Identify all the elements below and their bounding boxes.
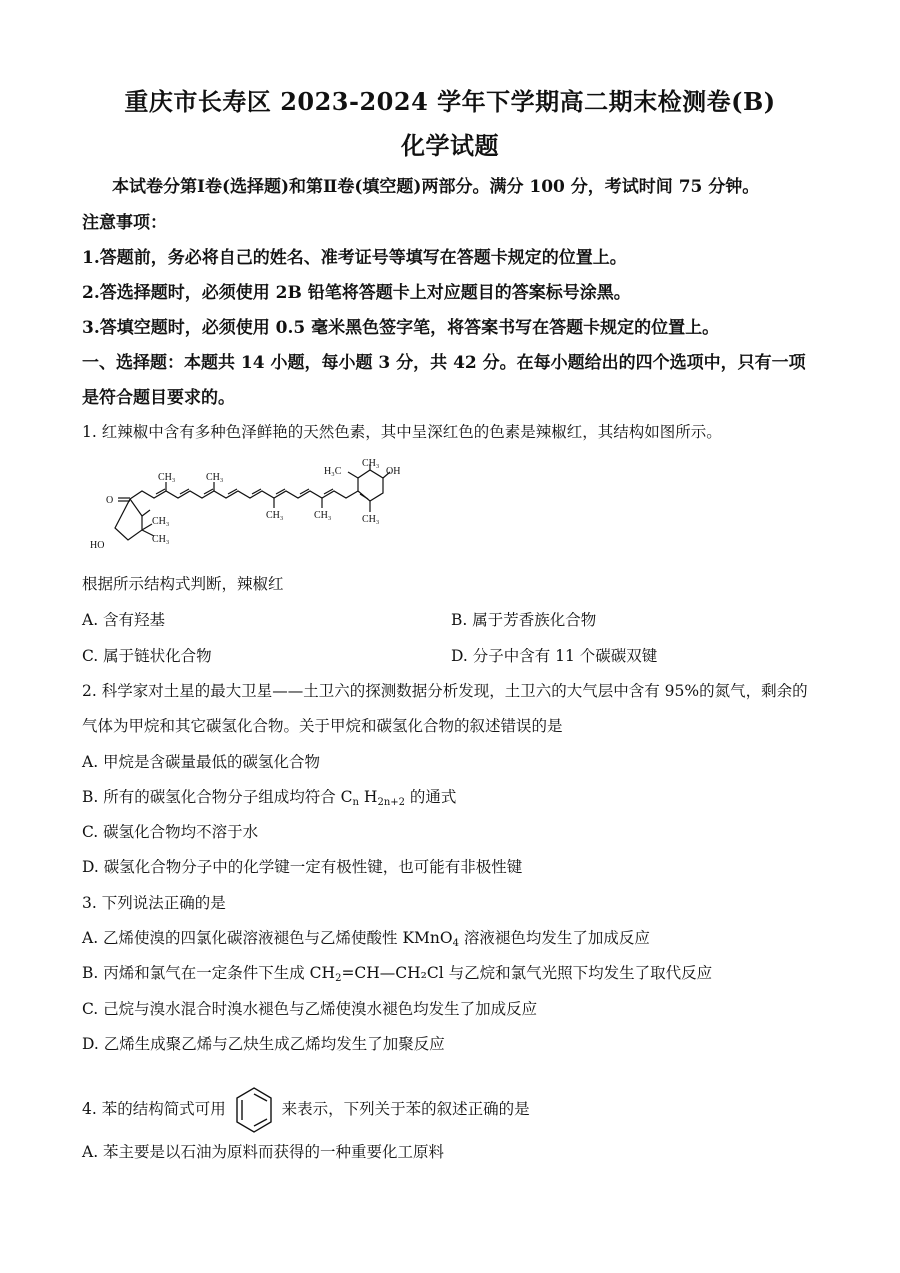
section1-heading: 一、选择题：本题共 14 小题，每小题 3 分，共 42 分。在每小题给出的四个选项中，只有一项 <box>82 353 806 373</box>
q3-stem: 3. 下列说法正确的是 <box>82 894 226 912</box>
q4-option-a[interactable]: A. 苯主要是以石油为原料而获得的一种重要化工原料 <box>82 1143 445 1161</box>
label-ho: HO <box>90 540 105 551</box>
notes-heading: 注意事项： <box>82 213 167 233</box>
capsanthin-structure <box>90 458 400 558</box>
q1-stem: 1. 红辣椒中含有多种色泽鲜艳的天然色素，其中呈深红色的色素是辣椒红，其结构如图所示。 <box>82 423 722 441</box>
label-ch3-7: CH₃ <box>362 458 380 469</box>
note-item-3: 3.答填空题时，必须使用 0.5 毫米黑色签字笔，将答案书写在答题卡规定的位置上。 <box>82 318 720 338</box>
benzene-ring-icon <box>233 1085 275 1135</box>
exam-title: 重庆市长寿区 2023-2024 学年下学期高二期末检测卷(B) <box>124 87 776 116</box>
q2-option-d[interactable]: D. 碳氢化合物分子中的化学键一定有极性键，也可能有非极性键 <box>82 858 523 876</box>
q2-option-c[interactable]: C. 碳氢化合物均不溶于水 <box>82 823 259 841</box>
exam-subtitle: 化学试题 <box>401 131 499 160</box>
q2-option-b[interactable]: B. 所有的碳氢化合物分子组成均符合 $C_n$ $H_{2n+2}$ 的通式 <box>82 788 457 808</box>
note-item-1: 1.答题前，务必将自己的姓名、准考证号等填写在答题卡规定的位置上。 <box>82 248 627 268</box>
q2-option-a[interactable]: A. 甲烷是含碳量最低的碳氢化合物 <box>82 753 321 771</box>
label-h3c: H₃C <box>324 466 342 477</box>
q2-stem-cont: 气体为甲烷和其它碳氢化合物。关于甲烷和碳氢化合物的叙述错误的是 <box>82 717 563 735</box>
label-ch3-5: CH₃ <box>266 510 284 521</box>
label-oh: OH <box>386 466 400 477</box>
q4-stem: 4. 苯的结构简式可用 来表示，下列关于苯的叙述正确的是 <box>82 1085 530 1135</box>
label-ch3-6: CH₃ <box>314 510 332 521</box>
label-o: O <box>106 495 114 506</box>
label-ch3-4: CH₃ <box>206 472 224 483</box>
q3-option-b[interactable]: B. 丙烯和氯气在一定条件下生成 $CH_2=CH—CH_2Cl$ 与乙烷和氯气光照下均发生了取代反应 <box>82 964 713 984</box>
q1-prompt: 根据所示结构式判断，辣椒红 <box>82 575 284 593</box>
q3-option-d[interactable]: D. 乙烯生成聚乙烯与乙炔生成乙烯均发生了加聚反应 <box>82 1035 445 1053</box>
label-ch3-2: CH₃ <box>152 534 170 545</box>
q3-option-a[interactable]: A. 乙烯使溴的四氯化碳溶液褪色与乙烯使酸性 KMnO$_4$ 溶液褪色均发生了加成反应 <box>82 929 650 949</box>
q1-option-c[interactable]: C. 属于链状化合物 <box>82 647 212 665</box>
label-ch3-1: CH₃ <box>152 516 170 527</box>
q1-option-d[interactable]: D. 分子中含有 11 个碳碳双键 <box>451 647 658 665</box>
q1-option-b[interactable]: B. 属于芳香族化合物 <box>451 611 597 629</box>
label-ch3-3: CH₃ <box>158 472 176 483</box>
q1-option-a[interactable]: A. 含有羟基 <box>82 611 166 629</box>
note-item-2: 2.答选择题时，必须使用 2B 铅笔将答题卡上对应题目的答案标号涂黑。 <box>82 283 631 303</box>
q3-option-c[interactable]: C. 己烷与溴水混合时溴水褪色与乙烯使溴水褪色均发生了加成反应 <box>82 1000 538 1018</box>
q2-stem: 2. 科学家对土星的最大卫星——土卫六的探测数据分析发现，土卫六的大气层中含有 95%的氮气，剩余的 <box>82 682 808 700</box>
intro-text: 本试卷分第Ⅰ卷(选择题)和第Ⅱ卷(填空题)两部分。满分 100 分，考试时间 75 分钟。 <box>112 177 760 197</box>
label-ch3-8: CH₃ <box>362 514 380 525</box>
section1-heading-cont: 是符合题目要求的。 <box>82 388 235 408</box>
